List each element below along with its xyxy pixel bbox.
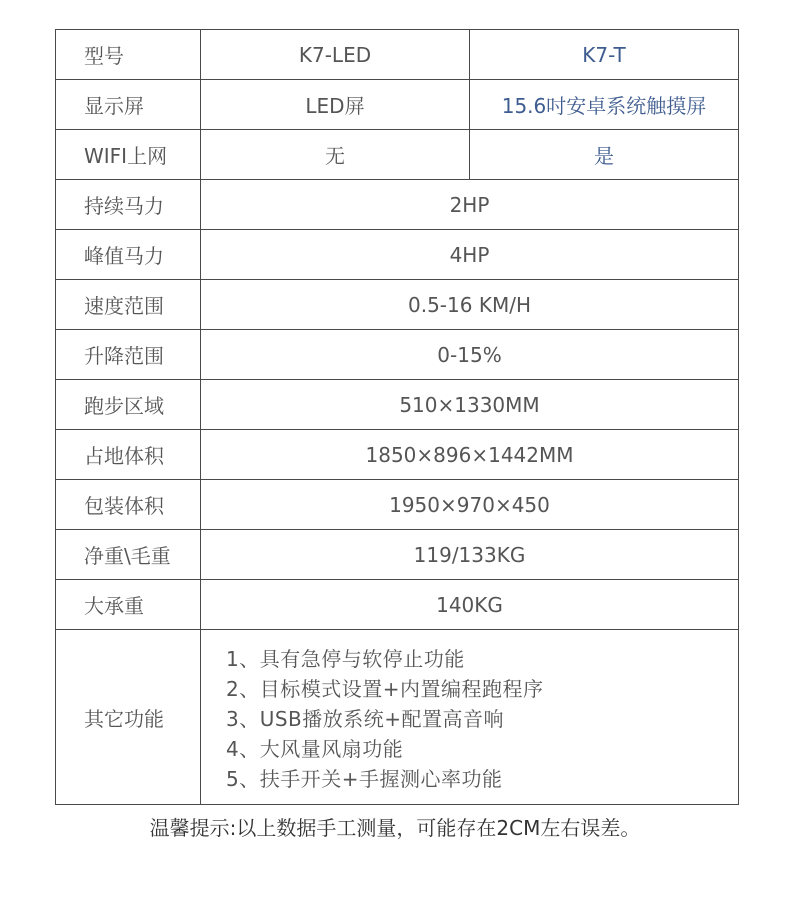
row-label: 型号 (56, 30, 201, 80)
row-label: 升降范围 (56, 330, 201, 380)
spec-row (56, 330, 739, 380)
row-label: 持续马力 (56, 180, 201, 230)
row-label: 跑步区域 (56, 380, 201, 430)
model-a: K7-LED (201, 30, 470, 80)
row-label: 其它功能 (56, 630, 201, 805)
row-value: 1850×896×1442MM (201, 430, 739, 480)
row-value: 510×1330MM (201, 380, 739, 430)
spec-row (56, 180, 739, 230)
spec-row-display (56, 80, 739, 130)
feature-item: 2、目标模式设置+内置编程跑程序 (226, 677, 544, 701)
row-value: 0-15% (201, 330, 739, 380)
row-label: 显示屏 (56, 80, 201, 130)
spec-row (56, 530, 739, 580)
feature-item: 1、具有急停与软停止功能 (226, 647, 465, 671)
model-b: K7-T (470, 30, 739, 80)
value-b: 是 (470, 130, 739, 180)
feature-item: 3、USB播放系统+配置高音响 (226, 707, 505, 731)
row-label: 包装体积 (56, 480, 201, 530)
row-label: 净重\毛重 (56, 530, 201, 580)
value-a: LED屏 (201, 80, 470, 130)
row-value: 140KG (201, 580, 739, 630)
footer-note: 温馨提示:以上数据手工测量，可能存在2CM左右误差。 (149, 816, 641, 840)
spec-row (56, 280, 739, 330)
row-label: 大承重 (56, 580, 201, 630)
row-label: WIFI上网 (56, 130, 201, 180)
row-value: 1950×970×450 (201, 480, 739, 530)
row-value: 4HP (201, 230, 739, 280)
row-value: 2HP (201, 180, 739, 230)
row-value: 119/133KG (201, 530, 739, 580)
row-label: 占地体积 (56, 430, 201, 480)
row-label: 峰值马力 (56, 230, 201, 280)
feature-item: 5、扶手开关+手握测心率功能 (226, 767, 503, 791)
spec-row (56, 230, 739, 280)
spec-row (56, 380, 739, 430)
feature-item: 4、大风量风扇功能 (226, 737, 404, 761)
row-label: 速度范围 (56, 280, 201, 330)
features-row (56, 630, 739, 805)
spec-table (55, 29, 739, 805)
spec-row (56, 580, 739, 630)
spec-row (56, 430, 739, 480)
features-list (201, 630, 739, 805)
row-value: 0.5-16 KM/H (201, 280, 739, 330)
value-a: 无 (201, 130, 470, 180)
spec-row-wifi (56, 130, 739, 180)
spec-row (56, 480, 739, 530)
value-b: 15.6吋安卓系统触摸屏 (470, 80, 739, 130)
model-row (56, 30, 739, 80)
